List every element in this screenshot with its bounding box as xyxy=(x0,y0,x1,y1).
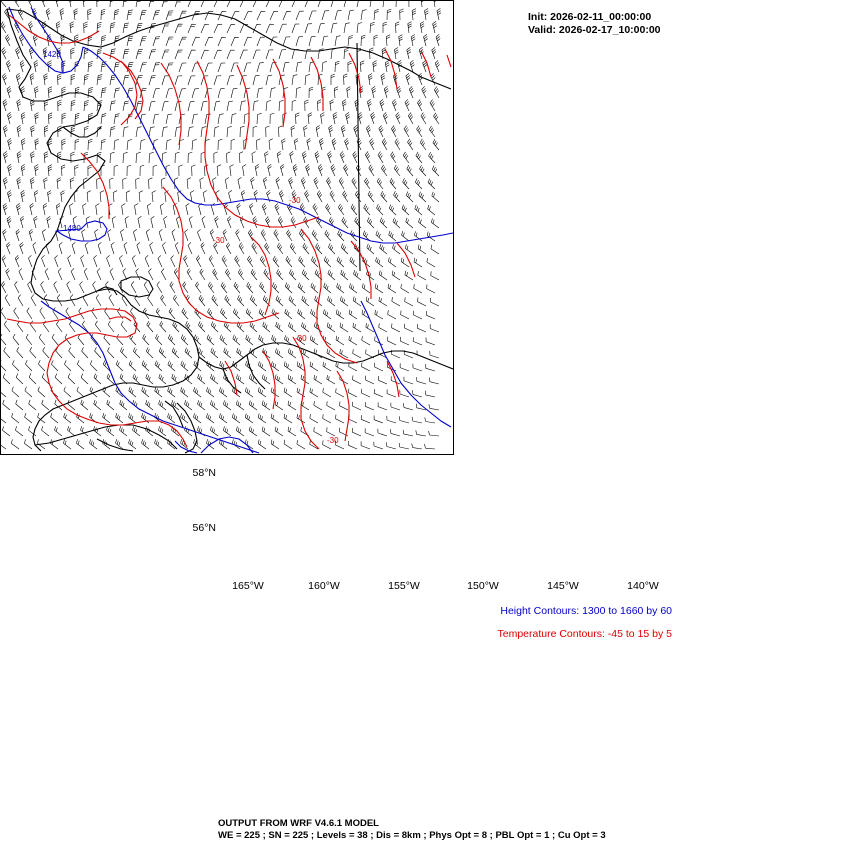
init-valid-block xyxy=(528,11,661,37)
x-tick-label: 160°W xyxy=(308,580,340,592)
map-plot xyxy=(0,0,454,455)
temperature-contour-label: -30 xyxy=(295,334,307,343)
y-tick-label: 58°N xyxy=(192,467,216,479)
temperature-contour-label: -30 xyxy=(327,436,339,445)
init-label: Init: 2026-02-11_00:00:00 xyxy=(528,11,652,23)
temperature-contour-label: -30 xyxy=(213,236,225,245)
x-tick-label: 140°W xyxy=(627,580,659,592)
map-plot-frame xyxy=(0,0,454,455)
height-contour-label: 1420 xyxy=(43,50,61,59)
temperature-contours-note: Temperature Contours: -45 to 15 by 5 xyxy=(497,628,672,640)
x-tick-label: 155°W xyxy=(388,580,420,592)
height-contour-label: 1480 xyxy=(63,224,81,233)
x-tick-label: 145°W xyxy=(547,580,579,592)
x-tick-label: 165°W xyxy=(232,580,264,592)
y-tick-label: 56°N xyxy=(192,522,216,534)
valid-label: Valid: 2026-02-17_10:00:00 xyxy=(528,24,661,36)
footer-line-2: WE = 225 ; SN = 225 ; Levels = 38 ; Dis = 8km ; Phys Opt = 8 ; PBL Opt = 1 ; Cu Opt = 3 xyxy=(218,830,606,841)
temperature-contour-label: -30 xyxy=(289,196,301,205)
height-contours-note: Height Contours: 1300 to 1660 by 60 xyxy=(500,605,672,617)
model-output-footer xyxy=(218,818,606,842)
map-canvas xyxy=(1,1,454,455)
x-tick-label: 150°W xyxy=(467,580,499,592)
footer-line-1: OUTPUT FROM WRF V4.6.1 MODEL xyxy=(218,818,379,829)
x-axis-tick-labels xyxy=(218,580,672,600)
